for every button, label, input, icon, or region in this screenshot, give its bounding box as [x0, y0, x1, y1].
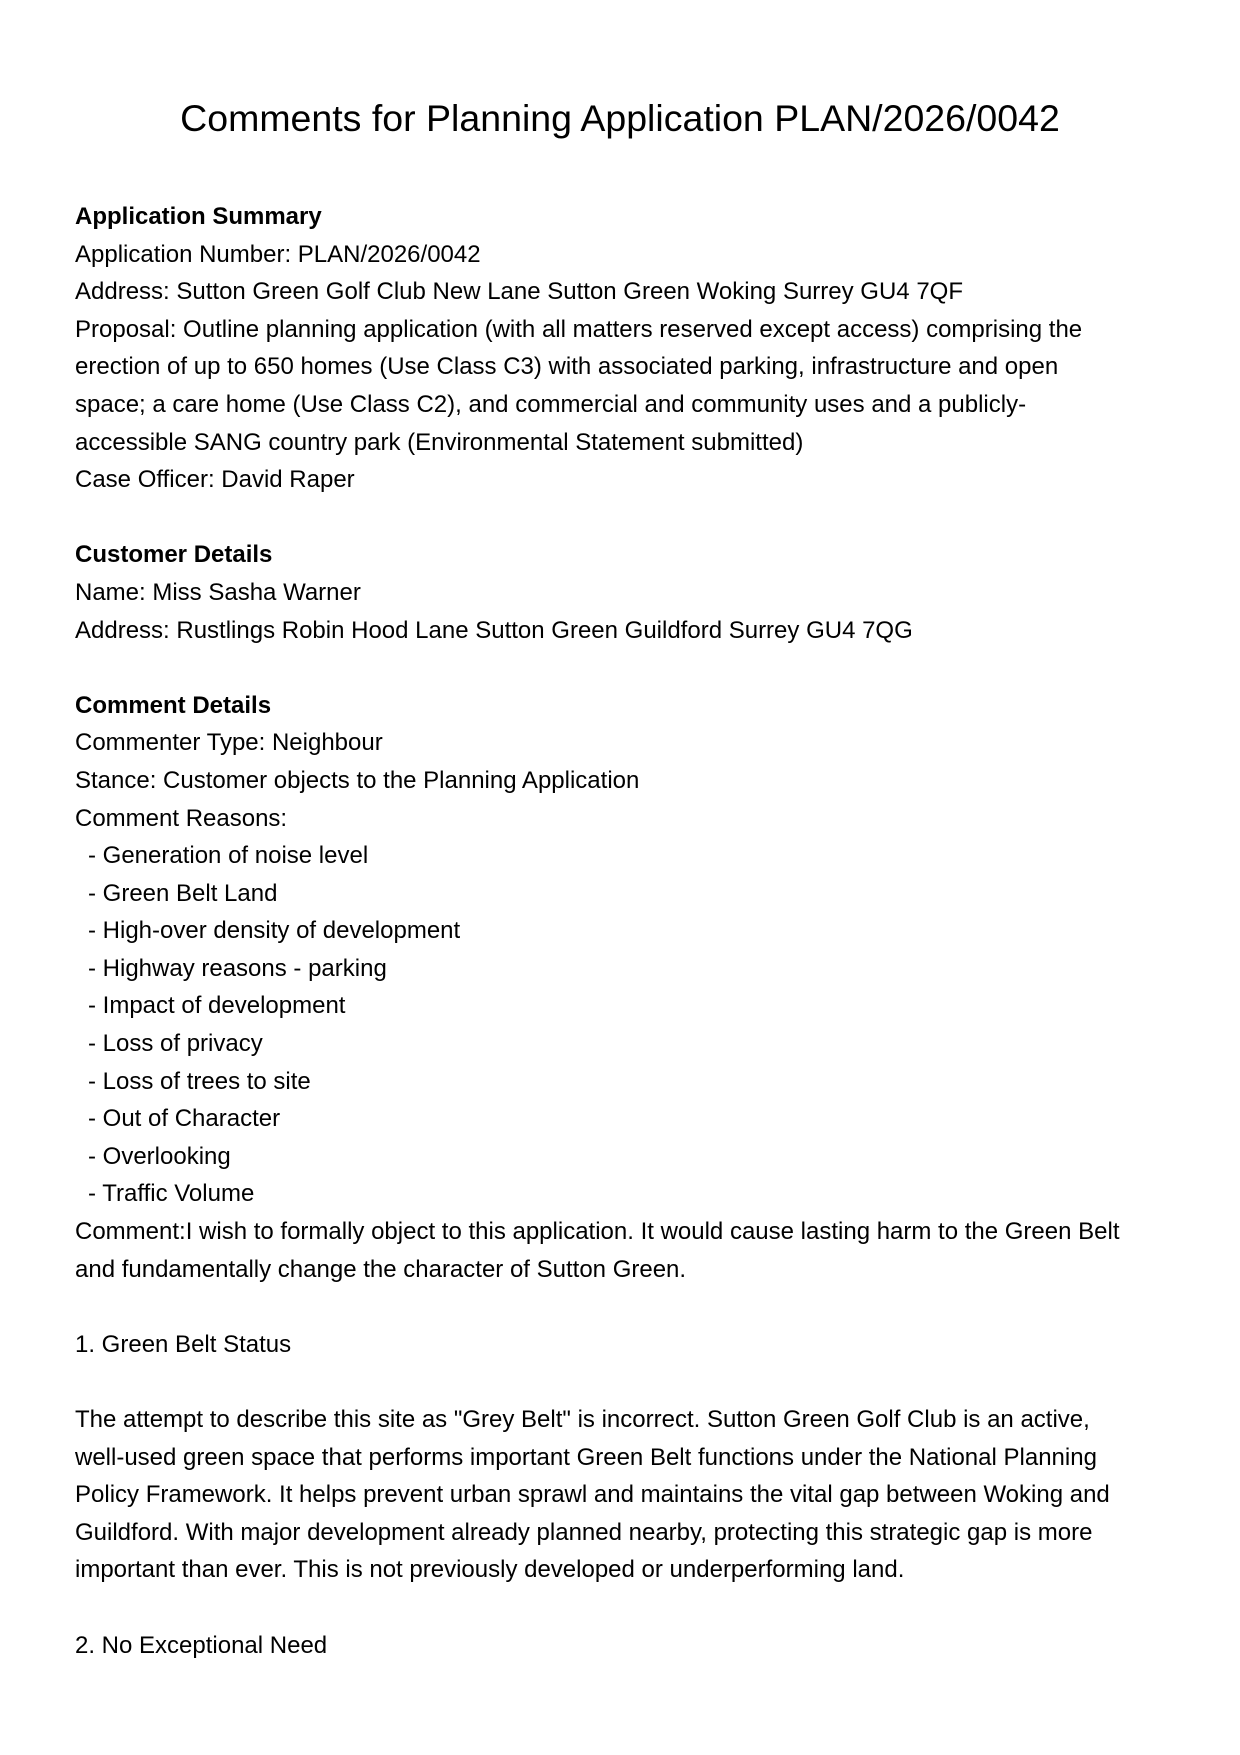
application-number: Application Number: PLAN/2026/0042: [75, 240, 481, 268]
spacer: [75, 649, 1185, 687]
comment-details-heading: Comment Details: [75, 691, 272, 719]
list-item: - Out of Character: [88, 1105, 281, 1133]
application-summary-heading: Application Summary: [75, 203, 322, 230]
comment-text: [75, 1213, 1185, 1288]
spacer: [75, 499, 1185, 537]
proposal-line: space; a care home (Use Class C2), and commercial and community uses and a publicly-: [75, 390, 1027, 418]
comment-reasons-list: [75, 837, 1185, 1213]
list-item: - Green Belt Land: [88, 879, 278, 907]
application-address: Address: Sutton Green Golf Club New Lane Sutton Green Woking Surrey GU4 7QF: [75, 278, 963, 306]
list-item: - Overlooking: [88, 1142, 231, 1170]
comment-line: and fundamentally change the character of Sutton Green.: [75, 1255, 687, 1283]
list-item: - Generation of noise level: [88, 842, 369, 870]
comment-line: Comment:I wish to formally object to this application. It would cause lasting harm to the Green Belt: [75, 1218, 1120, 1246]
comment-reasons-label: Comment Reasons:: [75, 804, 288, 832]
list-item: - Impact of development: [88, 992, 346, 1020]
paragraph-line: The attempt to describe this site as "Grey Belt" is incorrect. Sutton Green Golf Club is an active,: [75, 1406, 1090, 1433]
commenter-type: Commenter Type: Neighbour: [75, 729, 383, 757]
case-officer: Case Officer: David Raper: [75, 466, 355, 494]
paragraph-line: Guildford. With major development already planned nearby, protecting this strategic gap is more: [75, 1518, 1093, 1546]
spacer: [75, 1288, 1185, 1326]
section-heading-exceptional-need: 2. No Exceptional Need: [75, 1631, 328, 1659]
paragraph-line: Policy Framework. It helps prevent urban sprawl and maintains the vital gap between Woking and: [75, 1481, 1110, 1509]
customer-name: Name: Miss Sasha Warner: [75, 578, 361, 606]
proposal-line: Proposal: Outline planning application (with all matters reserved except access) comprising the: [75, 315, 1083, 343]
paragraph-green-belt: [75, 1401, 1185, 1589]
list-item: - Loss of trees to site: [88, 1067, 311, 1095]
proposal-line: accessible SANG country park (Environmental Statement submitted): [75, 428, 804, 456]
page-title: Comments for Planning Application PLAN/2026/0042: [180, 97, 1060, 139]
spacer: [75, 1589, 1185, 1627]
document-body: [75, 198, 1185, 1664]
list-item: - High-over density of development: [88, 917, 461, 945]
proposal: [75, 311, 1185, 461]
customer-details-heading: Customer Details: [75, 541, 273, 569]
list-item: - Loss of privacy: [88, 1030, 263, 1058]
list-item: - Traffic Volume: [88, 1180, 255, 1208]
paragraph-line: well-used green space that performs important Green Belt functions under the National Planning: [75, 1443, 1097, 1471]
spacer: [75, 1363, 1185, 1401]
stance: Stance: Customer objects to the Planning Application: [75, 766, 640, 794]
customer-address: Address: Rustlings Robin Hood Lane Sutton Green Guildford Surrey GU4 7QG: [75, 616, 913, 644]
paragraph-line: important than ever. This is not previously developed or underperforming land.: [75, 1556, 905, 1584]
list-item: - Highway reasons - parking: [88, 954, 387, 982]
proposal-line: erection of up to 650 homes (Use Class C3) with associated parking, infrastructure and open: [75, 353, 1059, 381]
section-heading-green-belt: 1. Green Belt Status: [75, 1330, 292, 1358]
